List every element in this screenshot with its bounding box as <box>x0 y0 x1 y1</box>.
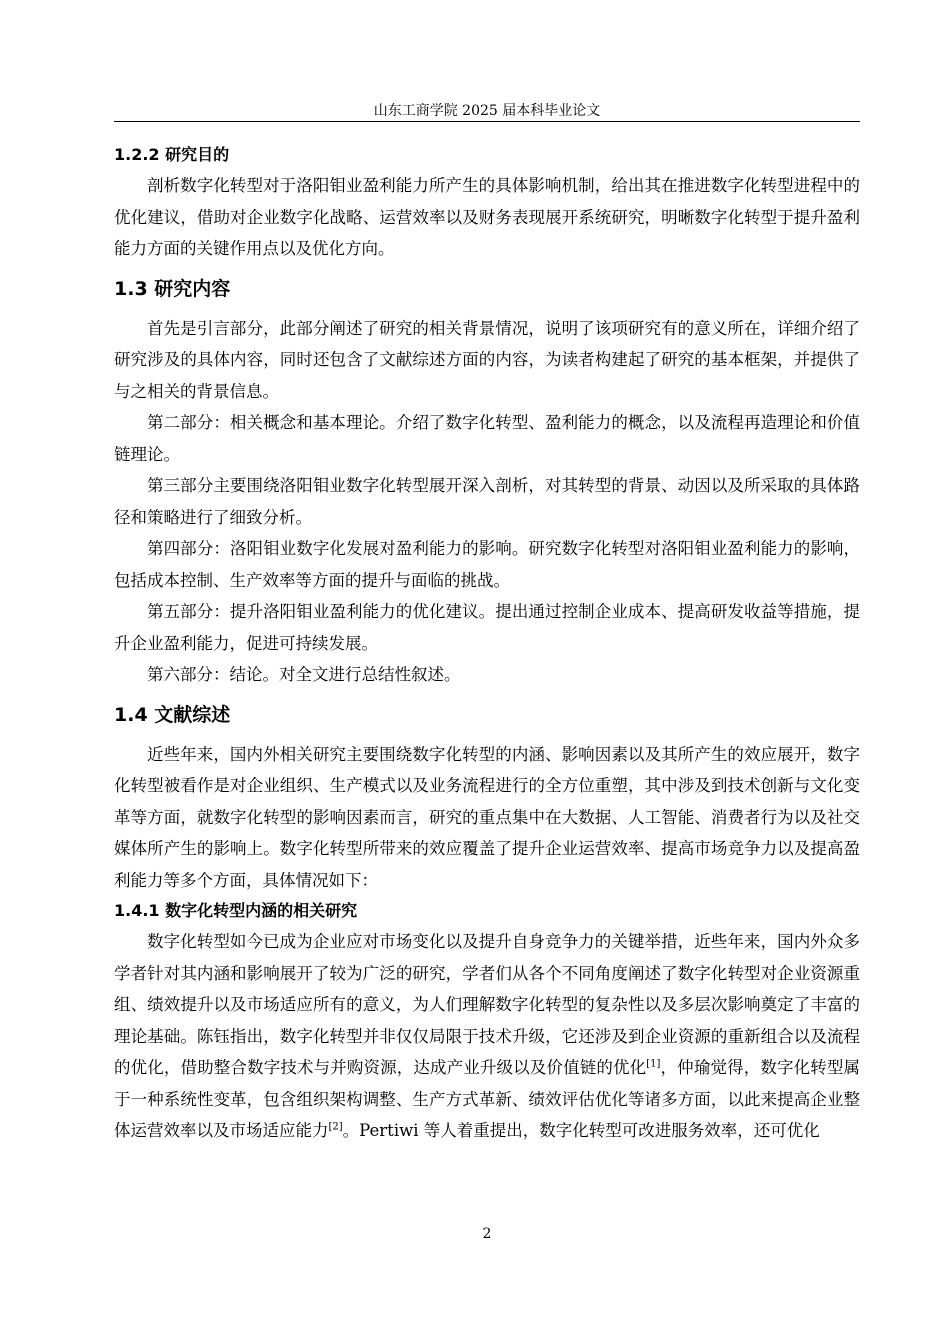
paragraph: 剖析数字化转型对于洛阳钼业盈利能力所产生的具体影响机制，给出其在推进数字化转型进程中的优化建议，借助对企业数字化战略、运营效率以及财务表现展开系统研究，明晰数字化转型于提升盈利能力方面的关键作用点以及优化方向。 <box>114 176 860 258</box>
paragraph: 第四部分：洛阳钼业数字化发展对盈利能力的影响。研究数字化转型对洛阳钼业盈利能力的影响，包括成本控制、生产效率等方面的提升与面临的挑战。 <box>114 539 860 590</box>
citation-ref-1[interactable]: [1] <box>646 1058 661 1070</box>
paragraph: 近些年来，国内外相关研究主要围绕数字化转型的内涵、影响因素以及其所产生的效应展开，数字化转型被看作是对企业组织、生产模式以及业务流程进行的全方位重塑，其中涉及到技术创新与文化变革等方面，就数字化转型的影响因素而言，研究的重点集中在大数据、人工智能、消费者行为以及社交媒体所产生的影响上。数字化转型所带来的效应覆盖了提升企业运营效率、提高市场竞争力以及提高盈利能力等多个方面，具体情况如下： <box>114 744 860 890</box>
paragraph-text: ，仲瑜觉得，数字化转型属于一种系统性变革，包含组织架构调整、生产方式革新、绩效评估优化等诸多方面，以此来提高企业整体运营效率以及市场适应能力 <box>114 1058 861 1140</box>
paragraph: 第五部分：提升洛阳钼业盈利能力的优化建议。提出通过控制企业成本、提高研发收益等措施，提升企业盈利能力，促进可持续发展。 <box>114 602 860 653</box>
page-body <box>114 140 860 1147</box>
paragraph <box>114 926 860 1147</box>
paragraph: 第六部分：结论。对全文进行总结性叙述。 <box>147 665 461 684</box>
page-number: 2 <box>482 1226 492 1242</box>
heading-1-2-2: 1.2.2 研究目的 <box>114 145 230 164</box>
header-divider <box>114 121 860 122</box>
paragraph-text: 数字化转型如今已成为企业应对市场变化以及提升自身竞争力的关键举措，近些年来，国内外众多学者针对其内涵和影响展开了较为广泛的研究，学者们从各个不同角度阐述了数字化转型对企业资源重组、绩效提升以及市场适应所有的意义，为人们理解数字化转型的复杂性以及多层次影响奠定了丰富的理论基础。陈钰指出，数字化转型并非仅仅局限于技术升级，它还涉及到企业资源的重新组合以及流程的优化，借助整合数字技术与并购资源，达成产业升级以及价值链的优化 <box>114 932 860 1077</box>
page-header: 山东工商学院 2025 届本科毕业论文 <box>373 103 601 119</box>
heading-1-4-1: 1.4.1 数字化转型内涵的相关研究 <box>114 901 358 920</box>
citation-ref-2[interactable]: [2] <box>328 1121 343 1133</box>
paragraph: 第二部分：相关概念和基本理论。介绍了数字化转型、盈利能力的概念，以及流程再造理论和价值链理论。 <box>114 413 860 464</box>
paragraph: 首先是引言部分，此部分阐述了研究的相关背景情况，说明了该项研究有的意义所在，详细介绍了研究涉及的具体内容，同时还包含了文献综述方面的内容，为读者构建起了研究的基本框架，并提供了与之相关的背景信息。 <box>114 318 860 401</box>
paragraph-text: 。Pertiwi 等人着重提出，数字化转型可改进服务效率，还可优化 <box>342 1121 820 1140</box>
paragraph: 第三部分主要围绕洛阳钼业数字化转型展开深入剖析，对其转型的背景、动因以及所采取的具体路径和策略进行了细致分析。 <box>114 476 860 527</box>
heading-1-4: 1.4 文献综述 <box>114 703 231 726</box>
heading-1-3: 1.3 研究内容 <box>114 277 231 300</box>
